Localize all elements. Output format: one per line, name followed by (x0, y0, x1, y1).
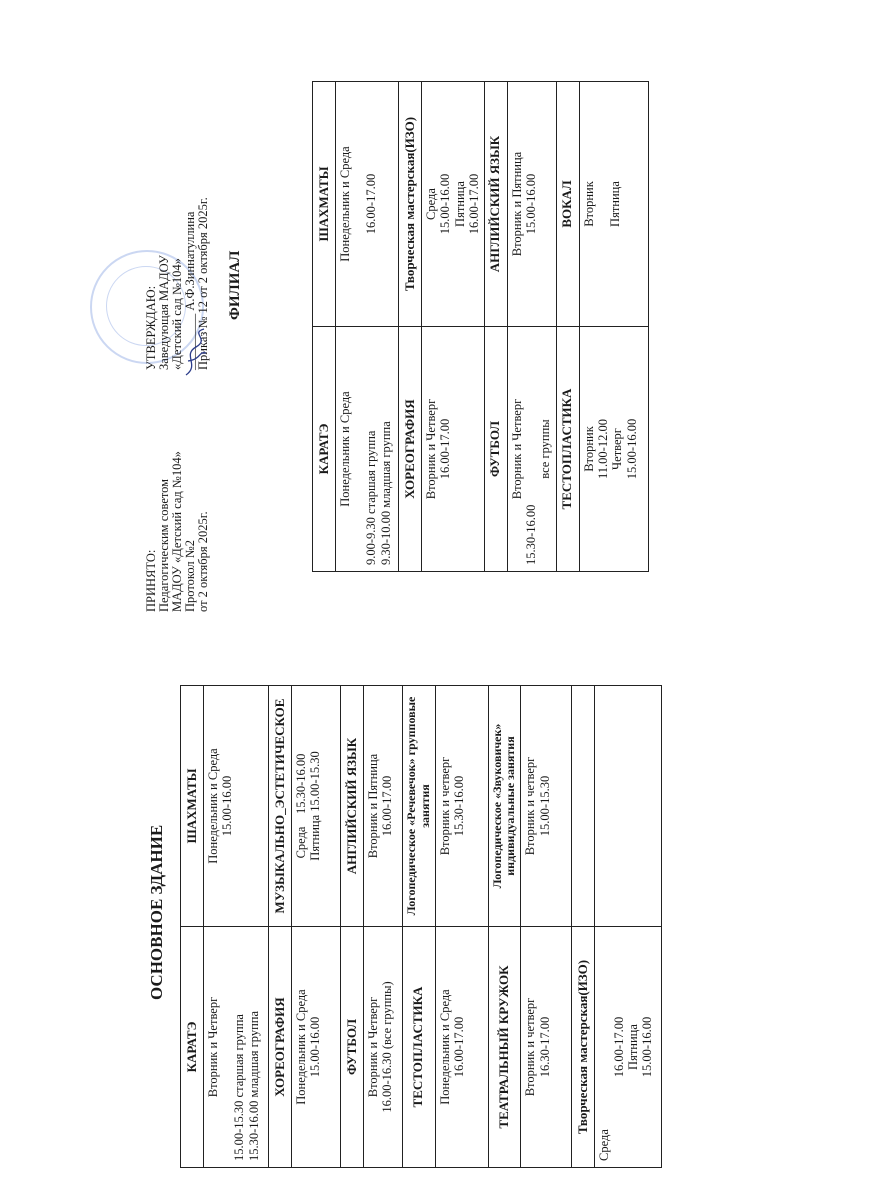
main-chess-title: ШАХМАТЫ (181, 686, 204, 927)
table-row (292, 686, 341, 1168)
table-row (521, 686, 572, 1168)
cell-line: Вторник и Четверг (366, 996, 380, 1098)
table-row (364, 686, 403, 1168)
cell-line: 15.30-16.00 (451, 775, 466, 837)
main-theatre-title: ТЕАТРАЛЬНЫЙ КРУЖОК (488, 927, 521, 1168)
accepted-line-3: МАДОУ «Детский сад №104» (170, 451, 184, 612)
branch-chess-title: ШАХМАТЫ (313, 82, 336, 327)
branch-heading: ФИЛИАЛ (227, 250, 243, 320)
cell-line: 16.00-17.00 (380, 775, 395, 837)
cell-line: 15.00-15.30 (537, 775, 552, 837)
cell-line: Вторник и четверг (523, 756, 538, 856)
accepted-line-1: ПРИНЯТО: (144, 549, 158, 612)
cell-line: Среда (424, 188, 438, 220)
cell-line: Понедельник и Среда (206, 748, 220, 864)
branch-english-title: АНГЛИЙСКИЙ ЯЗЫК (484, 82, 507, 327)
cell-line: 15.30-16.00 (523, 504, 538, 565)
table-row (336, 82, 399, 572)
main-music-title: МУЗЫКАЛЬНО_ЭСТЕТИЧЕСКОЕ (269, 686, 292, 927)
cell-line: 15.00-16.00 (624, 418, 639, 480)
cell-line: Среда (597, 1129, 612, 1161)
cell-line: 16.00-17.00 (438, 418, 453, 480)
cell-line: 16.00-17.00 (451, 1016, 466, 1078)
approved-line-5: Приказ № 12 от 2 октября 2025г. (196, 197, 210, 370)
table-row (313, 82, 336, 572)
approved-line-2: Заведующая МАДОУ (157, 255, 171, 370)
cell-line: 15.00-16.00 (523, 173, 538, 235)
main-table-wrap (180, 686, 662, 1168)
main-heading: ОСНОВНОЕ ЗДАНИЕ (147, 824, 166, 1000)
cell-line: Вторник (581, 181, 596, 227)
table-row (181, 686, 204, 1168)
cell-line: 15.00-16.00 (438, 173, 453, 235)
cell-line: Понедельник и Среда (338, 391, 352, 507)
cell-line: Четверг (610, 428, 625, 470)
cell-line: 16.00-17.00 (467, 173, 482, 235)
table-row (488, 686, 521, 1168)
main-karate-title: КАРАТЭ (181, 927, 204, 1168)
cell-line: 16.00-17.00 (364, 173, 379, 235)
branch-vocal-title: ВОКАЛ (556, 82, 579, 327)
cell-line: Вторник и Четверг (206, 996, 220, 1098)
branch-choreo-title: ХОРЕОГРАФИЯ (399, 327, 422, 572)
accepted-line-4: Протокол №2 (183, 540, 197, 612)
cell-line: 15.00-16.00 (308, 1016, 323, 1078)
accepted-line-5: от 2 октября 2025г. (196, 511, 210, 612)
main-table (180, 685, 662, 1168)
table-row (422, 82, 485, 572)
table-row (341, 686, 364, 1168)
branch-table-wrap (312, 82, 649, 572)
main-speech-individual-title: Логопедическое «Звуковичек» индивидуальные занятия (488, 686, 521, 927)
cell-line: Пятница 15.00-15.30 (308, 751, 323, 861)
cell-line: Вторник и Четверг (509, 398, 524, 500)
cell-line: Вторник и четверг (523, 997, 538, 1097)
table-row (579, 82, 648, 572)
cell-line: Понедельник и Среда (437, 989, 452, 1105)
approved-line-1: УТВЕРЖДАЮ: (144, 285, 158, 370)
cell-line: Вторник и Четверг (424, 398, 438, 500)
branch-table (312, 81, 649, 572)
cell-line: Вторник (581, 426, 596, 472)
table-row (204, 686, 269, 1168)
cell-line: Понедельник и Среда (338, 146, 352, 262)
table-row (572, 686, 595, 1168)
cell-line: все группы (538, 419, 553, 479)
cell-line: Пятница (452, 181, 467, 227)
cell-line: Вторник и Пятница (366, 753, 380, 859)
branch-football-title: ФУТБОЛ (484, 327, 507, 572)
cell-line: Вторник и четверг (437, 756, 452, 856)
cell-line: 16.00-16.30 (все группы) (380, 981, 395, 1113)
signature (180, 325, 210, 380)
cell-line: Среда 15.30-16.00 (294, 753, 308, 859)
table-row (595, 686, 662, 1168)
main-english-title: АНГЛИЙСКИЙ ЯЗЫК (341, 686, 364, 927)
branch-art-title: Творческая мастерская(ИЗО) (399, 82, 422, 327)
approved-line-3: «Детский сад №104» (170, 258, 184, 370)
table-row (399, 82, 422, 572)
cell-line: Пятница (607, 181, 622, 227)
cell-line: 15.00-16.00 (640, 1016, 655, 1078)
approved-line-4: _________ А.Ф.Зиннатуллина (183, 211, 197, 370)
cell-line: 15.00-16.00 (220, 775, 235, 837)
cell-line: 16.30-17.00 (537, 1016, 552, 1078)
cell-line: Пятница (625, 1024, 640, 1070)
main-testoplastika-title: ТЕСТОПЛАСТИКА (403, 927, 436, 1168)
cell-line: 15.30-16.00 младшая группа (246, 1010, 261, 1161)
table-row (403, 686, 436, 1168)
cell-line: 9.30-10.00 младшая группа (378, 421, 393, 565)
table-row (556, 82, 579, 572)
main-empty-title (572, 686, 595, 927)
cell-line: Понедельник и Среда (294, 989, 308, 1105)
branch-karate-title: КАРАТЭ (313, 327, 336, 572)
table-row (484, 82, 507, 572)
cell-line: Вторник и Пятница (509, 151, 524, 257)
main-art-title: Творческая мастерская(ИЗО) (572, 927, 595, 1168)
accepted-line-2: Педагогическим советом (157, 478, 171, 612)
table-row (269, 686, 292, 1168)
cell-line: 9.00-9.30 старшая группа (364, 430, 379, 565)
table-row (435, 686, 488, 1168)
branch-testoplastika-title: ТЕСТОПЛАСТИКА (556, 327, 579, 572)
main-speech-group-title: Логопедическое «Речевечок» групповые занятия (403, 686, 436, 927)
main-choreo-title: ХОРЕОГРАФИЯ (269, 927, 292, 1168)
cell-line: 16.00-17.00 (611, 1016, 626, 1078)
main-football-title: ФУТБОЛ (341, 927, 364, 1168)
cell-line: 11.00-12.00 (595, 419, 610, 479)
table-row (507, 82, 556, 572)
cell-line: 15.00-15.30 старшая группа (232, 1014, 247, 1161)
